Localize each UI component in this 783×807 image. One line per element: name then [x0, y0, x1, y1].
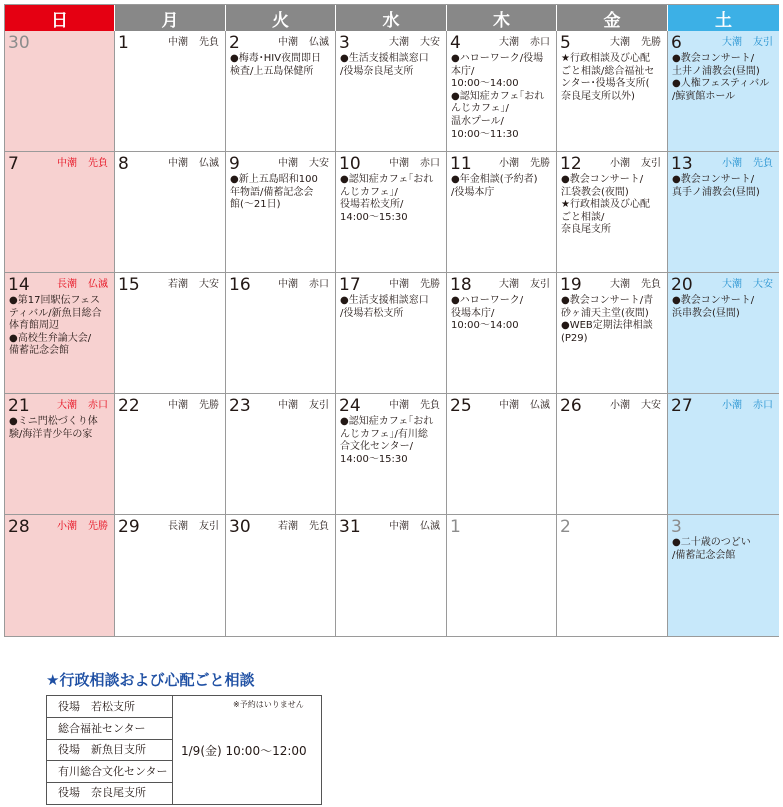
- tide-rokuyo: [278, 400, 329, 411]
- event-line: ●ハローワーク/役場: [451, 53, 544, 64]
- event-line: 検査/上五島保健所: [230, 65, 314, 77]
- day-cell: [5, 273, 115, 394]
- rokuyo-label: 友引: [309, 400, 329, 411]
- rokuyo-label: 友引: [530, 279, 550, 290]
- tide-rokuyo: [168, 37, 219, 48]
- event-list: [230, 53, 332, 78]
- day-cell: [447, 515, 557, 636]
- weekday-header-sun: 日: [5, 5, 115, 31]
- monthly-calendar: [4, 4, 779, 637]
- event-line: ●教会コンサート/: [672, 295, 755, 306]
- event-list: [340, 416, 443, 466]
- tide-label: 小潮: [610, 158, 630, 169]
- day-cell: [115, 152, 226, 273]
- event-list: [451, 53, 553, 141]
- tide-rokuyo: [57, 279, 108, 290]
- office-row: 役場 奈良尾支所: [47, 782, 173, 804]
- day-cell: [226, 273, 336, 394]
- rokuyo-label: 先負: [753, 158, 773, 169]
- rokuyo-label: 赤口: [753, 400, 773, 411]
- tide-rokuyo: [168, 158, 219, 169]
- rokuyo-label: 先勝: [420, 279, 440, 290]
- tide-label: 若潮: [168, 279, 188, 290]
- office-row: 役場 若松支所: [47, 696, 173, 718]
- event-line: 砂ヶ浦天主堂(夜間): [561, 307, 649, 319]
- weekday-header-sat: 土: [668, 5, 779, 31]
- day-number: 3: [671, 517, 682, 537]
- event-line: 10:00〜14:00: [451, 78, 519, 90]
- day-number: 1: [450, 517, 461, 537]
- event-list: [340, 53, 443, 78]
- tide-label: 小潮: [722, 158, 742, 169]
- event-line: 14:00〜15:30: [340, 211, 408, 223]
- event-line: ●梅毒･HIV夜間即日: [230, 53, 322, 64]
- event-line: ★行政相談及び心配: [561, 53, 650, 64]
- rokuyo-label: 友引: [753, 37, 773, 48]
- event-line: 温水プール/: [451, 115, 504, 127]
- tide-label: 中潮: [278, 400, 298, 411]
- day-number: 16: [229, 275, 251, 295]
- day-cell: [447, 152, 557, 273]
- day-cell: [447, 273, 557, 394]
- rokuyo-label: 仏滅: [88, 279, 108, 290]
- tide-label: 中潮: [278, 158, 298, 169]
- event-line: 奈良尾支所以外): [561, 90, 635, 102]
- tide-label: 大潮: [499, 279, 519, 290]
- day-number: 28: [8, 517, 30, 537]
- day-number: 15: [118, 275, 140, 295]
- event-list: [561, 295, 664, 345]
- rokuyo-label: 赤口: [420, 158, 440, 169]
- rokuyo-label: 先勝: [530, 158, 550, 169]
- event-line: ティバル/新魚目総合: [9, 307, 102, 319]
- weekday-header-mon: 月: [115, 5, 226, 31]
- event-line: 江袋教会(夜間): [561, 186, 629, 198]
- day-cell: [557, 152, 668, 273]
- day-number: 11: [450, 154, 472, 174]
- event-line: (P29): [561, 332, 588, 344]
- tide-rokuyo: [722, 279, 773, 290]
- tide-label: 小潮: [722, 400, 742, 411]
- event-list: [672, 295, 776, 320]
- tide-rokuyo: [168, 521, 219, 532]
- event-line: /役場本庁: [451, 186, 495, 198]
- event-line: ●二十歳のつどい: [672, 537, 751, 548]
- tide-label: 中潮: [499, 400, 519, 411]
- day-cell: [226, 31, 336, 152]
- event-line: ●年金相談(予約者): [451, 174, 538, 185]
- tide-rokuyo: [389, 158, 440, 169]
- event-line: 10:00〜14:00: [451, 320, 519, 332]
- event-line: /役場若松支所: [340, 307, 404, 319]
- event-line: ンター･役場各支所(: [561, 78, 650, 90]
- rokuyo-label: 大安: [641, 400, 661, 411]
- day-cell: [5, 394, 115, 515]
- tide-rokuyo: [499, 37, 550, 48]
- day-number: 3: [339, 33, 350, 53]
- tide-rokuyo: [610, 279, 661, 290]
- event-line: ●認知症カフェ｢おれ: [451, 90, 545, 102]
- event-line: ●教会コンサート/: [672, 53, 755, 64]
- tide-label: 大潮: [57, 400, 77, 411]
- rokuyo-label: 先勝: [199, 400, 219, 411]
- tide-rokuyo: [499, 279, 550, 290]
- tide-label: 若潮: [278, 521, 298, 532]
- event-line: 体育館周辺: [9, 320, 59, 332]
- day-cell: [336, 31, 447, 152]
- rokuyo-label: 先負: [88, 158, 108, 169]
- rokuyo-label: 先負: [420, 400, 440, 411]
- day-cell: [557, 515, 668, 636]
- rokuyo-label: 大安: [309, 158, 329, 169]
- event-line: 験/海洋青少年の家: [9, 428, 93, 440]
- event-line: 10:00〜11:30: [451, 128, 519, 140]
- event-list: [672, 537, 776, 562]
- tide-label: 大潮: [610, 279, 630, 290]
- event-list: [561, 53, 664, 103]
- day-cell: [226, 394, 336, 515]
- event-line: 奈良尾支所: [561, 224, 611, 236]
- day-number: 21: [8, 396, 30, 416]
- event-line: ●生活支援相談窓口: [340, 295, 429, 306]
- day-number: 14: [8, 275, 30, 295]
- day-cell: [226, 515, 336, 636]
- day-number: 9: [229, 154, 240, 174]
- event-line: 合文化センター/: [340, 441, 413, 453]
- day-number: 31: [339, 517, 361, 537]
- tide-rokuyo: [610, 400, 661, 411]
- tide-label: 大潮: [722, 37, 742, 48]
- tide-rokuyo: [168, 279, 219, 290]
- tide-label: 小潮: [57, 521, 77, 532]
- office-row: 有川総合文化センター: [47, 761, 173, 783]
- weekday-header-tue: 火: [226, 5, 336, 31]
- consultation-title: ★行政相談および心配ごと相談: [46, 671, 255, 689]
- rokuyo-label: 赤口: [309, 279, 329, 290]
- tide-label: 中潮: [389, 521, 409, 532]
- day-cell: [115, 515, 226, 636]
- event-line: 館(〜21日): [230, 199, 281, 211]
- day-cell: [668, 152, 779, 273]
- event-list: [561, 174, 664, 237]
- tide-label: 中潮: [389, 279, 409, 290]
- rokuyo-label: 赤口: [530, 37, 550, 48]
- tide-rokuyo: [278, 158, 329, 169]
- day-cell: [557, 273, 668, 394]
- weekday-header-fri: 金: [557, 5, 668, 31]
- event-line: んじカフェ｣/有川総: [340, 428, 428, 440]
- day-number: 22: [118, 396, 140, 416]
- day-number: 1: [118, 33, 129, 53]
- event-line: ごと相談/: [561, 211, 605, 223]
- event-line: /役場奈良尾支所: [340, 65, 414, 77]
- day-number: 19: [560, 275, 582, 295]
- day-number: 29: [118, 517, 140, 537]
- event-list: [230, 174, 332, 212]
- day-number: 17: [339, 275, 361, 295]
- event-list: [672, 53, 776, 103]
- rokuyo-label: 先勝: [641, 37, 661, 48]
- event-line: ●教会コンサート/青: [561, 295, 654, 306]
- day-cell: [5, 515, 115, 636]
- event-line: 本庁/: [451, 65, 475, 77]
- day-number: 25: [450, 396, 472, 416]
- rokuyo-label: 大安: [420, 37, 440, 48]
- consultation-table: [46, 695, 322, 805]
- tide-label: 中潮: [168, 158, 188, 169]
- office-row: 役場 新魚目支所: [47, 739, 173, 761]
- weekday-header-wed: 水: [336, 5, 447, 31]
- event-line: /鯨賓館ホール: [672, 90, 736, 102]
- tide-label: 長潮: [168, 521, 188, 532]
- event-line: 土井ノ浦教会(昼間): [672, 65, 760, 77]
- tide-rokuyo: [722, 158, 773, 169]
- tide-label: 中潮: [389, 158, 409, 169]
- event-line: ●WEB定期法律相談: [561, 320, 653, 332]
- tide-rokuyo: [499, 158, 550, 169]
- tide-rokuyo: [278, 37, 329, 48]
- weekday-header-thu: 木: [447, 5, 557, 31]
- day-number: 26: [560, 396, 582, 416]
- day-cell: [336, 515, 447, 636]
- tide-rokuyo: [722, 400, 773, 411]
- day-number: 27: [671, 396, 693, 416]
- day-number: 4: [450, 33, 461, 53]
- day-cell: [668, 31, 779, 152]
- tide-rokuyo: [389, 400, 440, 411]
- tide-rokuyo: [389, 521, 440, 532]
- tide-label: 大潮: [610, 37, 630, 48]
- day-cell: [557, 394, 668, 515]
- rokuyo-label: 先負: [309, 521, 329, 532]
- event-line: 役場本庁/: [451, 307, 495, 319]
- day-number: 30: [8, 33, 30, 53]
- tide-rokuyo: [57, 400, 108, 411]
- tide-rokuyo: [57, 158, 108, 169]
- day-number: 13: [671, 154, 693, 174]
- tide-rokuyo: [57, 521, 108, 532]
- day-number: 10: [339, 154, 361, 174]
- day-cell: [336, 152, 447, 273]
- day-number: 30: [229, 517, 251, 537]
- day-number: 6: [671, 33, 682, 53]
- day-cell: [447, 394, 557, 515]
- rokuyo-label: 赤口: [88, 400, 108, 411]
- day-cell: [115, 273, 226, 394]
- day-number: 23: [229, 396, 251, 416]
- event-list: [9, 295, 111, 358]
- event-line: ●新上五島昭和100: [230, 174, 318, 185]
- tide-rokuyo: [610, 158, 661, 169]
- day-number: 7: [8, 154, 19, 174]
- rokuyo-label: 仏滅: [309, 37, 329, 48]
- tide-label: 小潮: [610, 400, 630, 411]
- tide-rokuyo: [722, 37, 773, 48]
- day-cell: [5, 152, 115, 273]
- tide-rokuyo: [278, 279, 329, 290]
- event-line: 備蓄記念会館: [9, 345, 69, 357]
- event-line: 役場若松支所/: [340, 199, 404, 211]
- event-line: ★行政相談及び心配: [561, 199, 650, 211]
- tide-label: 大潮: [389, 37, 409, 48]
- event-line: ごと相談/総合福祉セ: [561, 65, 655, 77]
- day-cell: [336, 394, 447, 515]
- event-line: ●生活支援相談窓口: [340, 53, 429, 64]
- day-cell: [226, 152, 336, 273]
- event-list: [9, 416, 111, 441]
- event-line: んじカフェ｣/: [451, 103, 509, 115]
- tide-label: 中潮: [278, 279, 298, 290]
- day-number: 5: [560, 33, 571, 53]
- rokuyo-label: 大安: [199, 279, 219, 290]
- event-line: ●ハローワーク/: [451, 295, 524, 306]
- reservation-note: ※予約はいりません: [233, 700, 304, 709]
- rokuyo-label: 仏滅: [530, 400, 550, 411]
- tide-label: 中潮: [278, 37, 298, 48]
- day-cell: [668, 273, 779, 394]
- rokuyo-label: 仏滅: [199, 158, 219, 169]
- day-cell: [557, 31, 668, 152]
- rokuyo-label: 先勝: [88, 521, 108, 532]
- tide-rokuyo: [389, 37, 440, 48]
- rokuyo-label: 先負: [641, 279, 661, 290]
- event-line: ●人権フェスティバル: [672, 78, 770, 90]
- consultation-datetime: 1/9(金) 10:00〜12:00: [181, 744, 307, 758]
- rokuyo-label: 友引: [199, 521, 219, 532]
- rokuyo-label: 友引: [641, 158, 661, 169]
- event-list: [340, 174, 443, 224]
- rokuyo-label: 先負: [199, 37, 219, 48]
- event-line: 浜串教会(昼間): [672, 307, 740, 319]
- event-line: ●認知症カフェ｢おれ: [340, 416, 434, 427]
- event-line: 年物語/備蓄記念会: [230, 186, 314, 198]
- tide-label: 大潮: [722, 279, 742, 290]
- tide-label: 大潮: [499, 37, 519, 48]
- day-cell: [668, 515, 779, 636]
- rokuyo-label: 仏滅: [420, 521, 440, 532]
- event-list: [451, 174, 553, 199]
- event-line: ●教会コンサート/: [672, 174, 755, 185]
- event-line: ●ミニ門松づくり体: [9, 416, 98, 427]
- day-number: 18: [450, 275, 472, 295]
- day-cell: [668, 394, 779, 515]
- event-line: んじカフェ｣/: [340, 186, 398, 198]
- tide-label: 小潮: [499, 158, 519, 169]
- event-line: 14:00〜15:30: [340, 453, 408, 465]
- event-line: ●認知症カフェ｢おれ: [340, 174, 434, 185]
- tide-label: 中潮: [389, 400, 409, 411]
- tide-rokuyo: [278, 521, 329, 532]
- tide-rokuyo: [499, 400, 550, 411]
- event-line: ●高校生弁論大会/: [9, 332, 92, 344]
- event-line: ●教会コンサート/: [561, 174, 644, 185]
- day-number: 2: [229, 33, 240, 53]
- day-cell: [447, 31, 557, 152]
- event-line: /備蓄記念会館: [672, 549, 736, 561]
- tide-rokuyo: [610, 37, 661, 48]
- day-number: 24: [339, 396, 361, 416]
- tide-rokuyo: [389, 279, 440, 290]
- tide-label: 中潮: [168, 37, 188, 48]
- day-cell: [336, 273, 447, 394]
- tide-label: 中潮: [57, 158, 77, 169]
- tide-rokuyo: [168, 400, 219, 411]
- event-list: [451, 295, 553, 333]
- day-number: 8: [118, 154, 129, 174]
- day-number: 12: [560, 154, 582, 174]
- day-number: 2: [560, 517, 571, 537]
- tide-label: 長潮: [57, 279, 77, 290]
- rokuyo-label: 大安: [753, 279, 773, 290]
- event-line: 真手ノ浦教会(昼間): [672, 186, 760, 198]
- day-cell: [5, 31, 115, 152]
- day-number: 20: [671, 275, 693, 295]
- tide-label: 中潮: [168, 400, 188, 411]
- day-cell: [115, 31, 226, 152]
- day-cell: [115, 394, 226, 515]
- event-line: ●第17回駅伝フェス: [9, 295, 100, 306]
- office-row: 総合福祉センター: [47, 718, 173, 740]
- event-list: [340, 295, 443, 320]
- event-list: [672, 174, 776, 199]
